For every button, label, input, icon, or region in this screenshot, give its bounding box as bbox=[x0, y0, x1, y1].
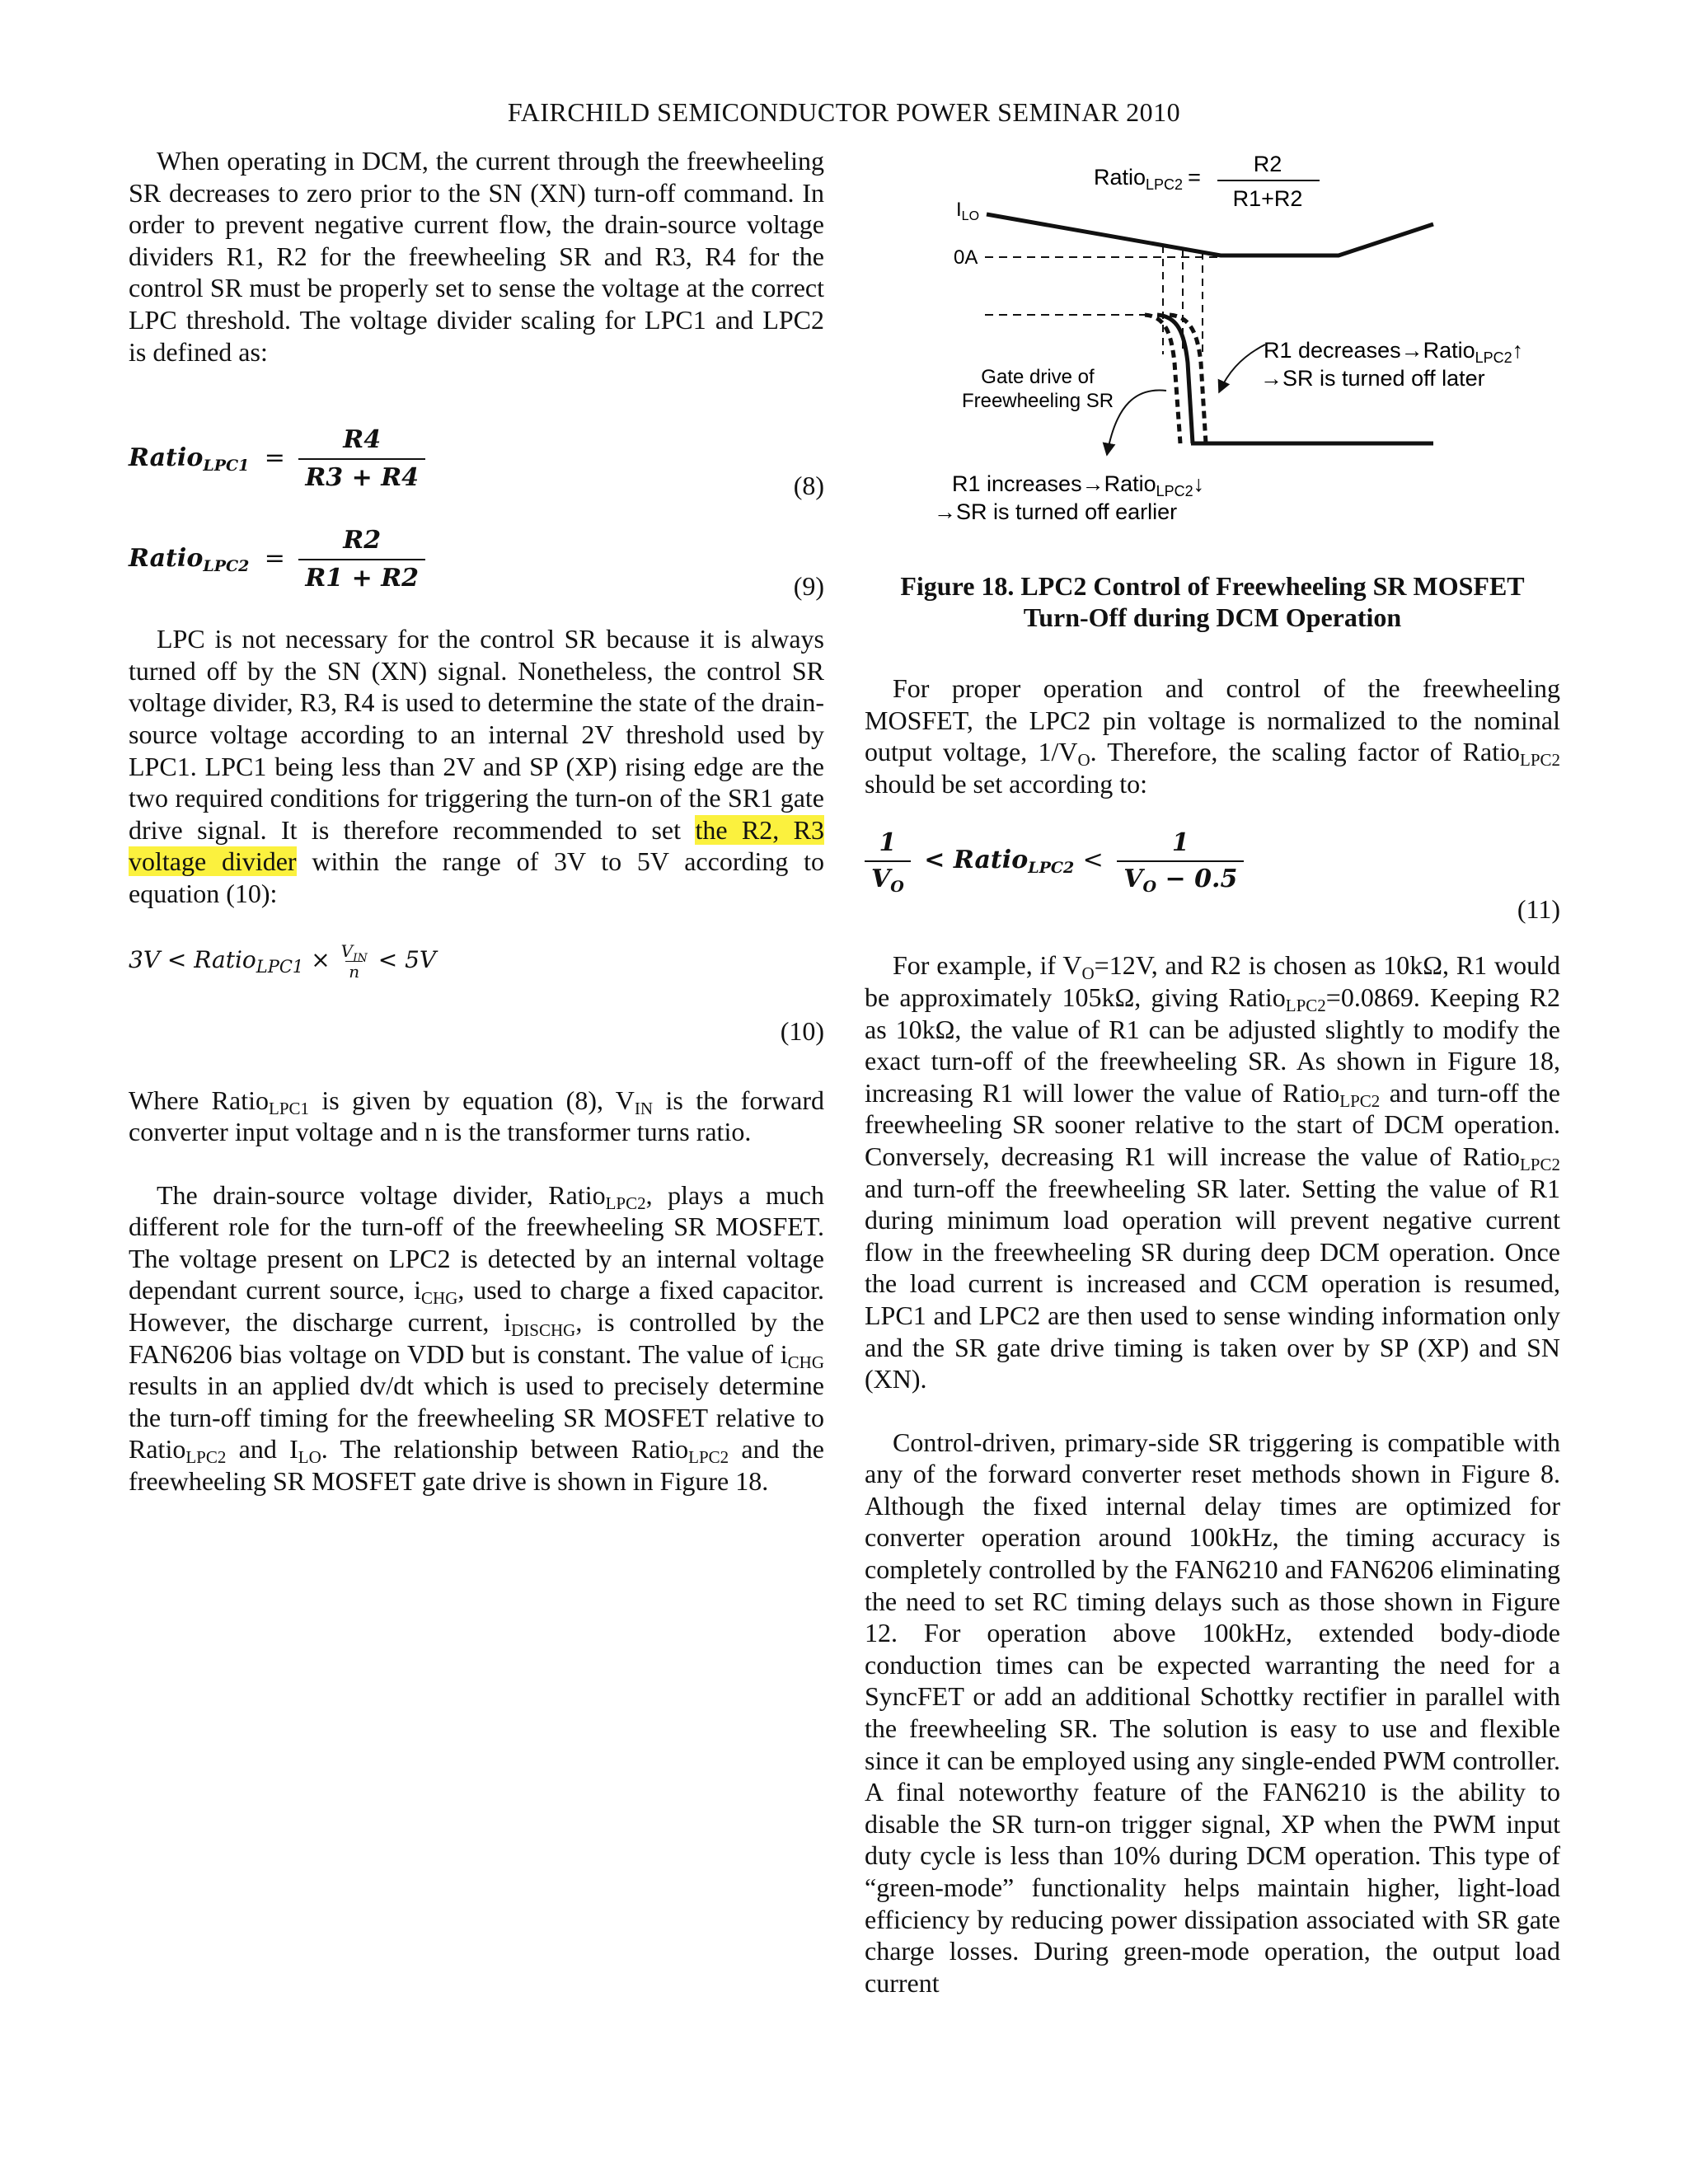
eq11-den2: V bbox=[1123, 865, 1143, 894]
eq9-denominator: R1 + R2 bbox=[298, 559, 425, 597]
p4-t7: . The relationship between Ratio bbox=[321, 1434, 689, 1465]
p3-s2: IN bbox=[634, 1098, 654, 1118]
running-header: FAIRCHILD SEMICONDUCTOR POWER SEMINAR 2010 bbox=[507, 97, 1181, 127]
eq8-denominator: R3 + R4 bbox=[298, 458, 425, 496]
eq9-numerator: R2 bbox=[343, 526, 382, 555]
figure-18-diagram bbox=[865, 142, 1560, 537]
eq10-num-sub: IN bbox=[353, 951, 368, 965]
rp2-s2: LPC2 bbox=[1285, 995, 1326, 1015]
eq11-number: (11) bbox=[1517, 894, 1560, 925]
left-column bbox=[129, 145, 824, 1497]
p4-s1: LPC2 bbox=[605, 1193, 646, 1213]
paragraph-control-driven: Control-driven, primary-side SR triggering is compatible with any of the forward converter reset methods shown in Figure 8. Although the fixed internal delay times are optimized for converter operation around 100kHz, the timing accuracy is completely controlled by the FAN6210 and FAN6206 eliminating the need to set RC timing delays such as those shown in Figure 12. For operation above 100kHz, extended body-diode conduction times can be expected warranting the need for a SyncFET or add an additional Schottky rectifier in parallel with the freewheeling SR. The solution is easy to use and flexible since it can be employed using any single-ended PWM controller. A final noteworthy feature of the FAN6210 is the ability to disable the SR turn-on trigger signal, XP when the PWM input duty cycle is less than 10% during DCM operation. This type of “green-mode” functionality helps maintain higher, light-load efficiency by reducing power dissipation associated with SR gate charge losses. During green-mode operation, the output load current bbox=[865, 1427, 1560, 1998]
p3-t1: Where Ratio bbox=[129, 1085, 269, 1115]
paragraph-lpc-control bbox=[129, 623, 824, 909]
p2-text-a: LPC is not necessary for the control SR because it is always turned off by the SN (XN) signal. Nonetheless, the control SR voltage divider, R3, R4 is used to determine the state of the drain-source voltage according to an internal 2V threshold used by LPC1. LPC1 being less than 2V and SP (XP) rising edge are the two required conditions for triggering the turn-on of the SR1 gate drive signal. It is therefore recommended to set bbox=[129, 624, 824, 845]
eq10-left-sub: LPC1 bbox=[256, 956, 304, 977]
eq9-lhs: Ratio bbox=[129, 544, 204, 574]
ratio-denominator: R1+R2 bbox=[1232, 186, 1303, 211]
rp2-s4: LPC2 bbox=[1519, 1154, 1560, 1174]
paragraph-example bbox=[865, 949, 1560, 1394]
rp1-s2: LPC2 bbox=[1520, 750, 1561, 771]
rp2-t4: and turn-off the freewheeling SR sooner relative to the start of DCM operation. Conversely, decreasing R1 will increase the value of Ratio bbox=[865, 1077, 1561, 1171]
eq11-mid-sub: LPC2 bbox=[1028, 859, 1075, 878]
eq11-den1: V bbox=[871, 865, 891, 894]
eq8-lhs: Ratio bbox=[129, 443, 204, 473]
ilo-label: $I_{LO}$ bbox=[956, 199, 980, 223]
eq11-mid: < Ratio bbox=[924, 846, 1029, 875]
eq11-den2-sub: O bbox=[1142, 878, 1157, 897]
earlier-arrow bbox=[1107, 391, 1166, 455]
eq10-num: V bbox=[340, 940, 354, 961]
p2-text-b: within the range of 3V to 5V according to equation (10): bbox=[129, 846, 825, 908]
p4-s5: LPC2 bbox=[185, 1447, 227, 1468]
eq8-number: (8) bbox=[793, 471, 824, 501]
rp2-s1: O bbox=[1081, 963, 1095, 984]
paragraph-proper-operation bbox=[865, 673, 1560, 799]
eq8-numerator: R4 bbox=[343, 425, 382, 455]
gate-drive-label-2: Freewheeling SR bbox=[961, 390, 1114, 412]
eq8-lhs-sub: LPC1 bbox=[203, 457, 250, 476]
equation-10 bbox=[129, 933, 824, 1046]
p3-s1: LPC1 bbox=[269, 1098, 310, 1118]
p4-t6: and I bbox=[226, 1434, 298, 1465]
p4-t1: The drain-source voltage divider, Ratio bbox=[157, 1179, 606, 1210]
r1-increases-result: →SR is turned off earlier bbox=[934, 499, 1178, 524]
rp1-t1: For proper operation and control of the freewheeling MOSFET, the LPC2 pin voltage is normalized to the nominal output voltage, 1/V bbox=[865, 673, 1560, 767]
rp2-t3: =0.0869. Keeping R2 as 10kΩ, the value of R1 can be adjusted slightly to modify the exact turn-off of the freewheeling SR. As shown in Figure 18, increasing R1 will lower the value of Ratio bbox=[865, 982, 1560, 1108]
equation-9 bbox=[129, 504, 824, 602]
p4-s6: LO bbox=[298, 1447, 321, 1468]
ratio-numerator: R2 bbox=[1253, 152, 1282, 176]
p4-s3: DISCHG bbox=[511, 1320, 576, 1341]
paragraph-drain-source bbox=[129, 1179, 824, 1497]
eq10-left: 3V < Ratio bbox=[129, 945, 256, 973]
paragraph-where bbox=[129, 1085, 824, 1148]
eq10-times: × bbox=[311, 945, 331, 973]
gate-drive-label-1: Gate drive of bbox=[981, 366, 1095, 388]
eq11-den2-rest: − 0.5 bbox=[1156, 865, 1238, 894]
rp1-t2: . Therefore, the scaling factor of Ratio bbox=[1090, 737, 1520, 767]
p4-t5: results in an applied dv/dt which is used to precisely determine the turn-off timing for the freewheeling SR MOSFET relative to Ratio bbox=[129, 1371, 824, 1465]
p4-t3: , used to charge a fixed capacitor. However, the discharge current, i bbox=[129, 1275, 825, 1338]
rp2-t2: =12V, and R2 is chosen as 10kΩ, R1 would be approximately 105kΩ, giving Ratio bbox=[865, 950, 1561, 1012]
eq11-num1: 1 bbox=[879, 828, 897, 858]
p4-t8: and the freewheeling SR MOSFET gate drive is shown in Figure 18. bbox=[129, 1434, 825, 1497]
p4-s2: CHG bbox=[421, 1288, 458, 1309]
equation-8 bbox=[129, 404, 824, 501]
paragraph-dcm-intro: When operating in DCM, the current through the freewheeling SR decreases to zero prior to the SN (XN) turn-off command. In order to prevent negative current flow, the drain-source voltage dividers R1, R2 for the freewheeling SR and R3, R4 for the control SR must be properly set to sense the voltage at the correct LPC threshold. The voltage divider scaling for LPC1 and LPC2 is defined as: bbox=[129, 146, 824, 367]
zero-amp-label: 0A bbox=[954, 246, 978, 269]
eq10-den: n bbox=[345, 961, 363, 982]
eq9-number: (9) bbox=[793, 571, 824, 602]
caption-line-2: Turn-Off during DCM Operation bbox=[1023, 602, 1402, 632]
p4-s7: LPC2 bbox=[688, 1447, 729, 1468]
figure-18-caption bbox=[865, 570, 1560, 633]
ratio-label: Ratio$_{LPC2}$ = bbox=[1094, 165, 1201, 193]
eq8-equals: = bbox=[264, 443, 285, 473]
rp2-t5: and turn-off the freewheeling SR later. Setting the value of R1 during minimum load operation will prevent negative current flow in the freewheeling SR during deep DCM operation. Once the load current is increased and CCM operation is resumed, LPC1 and LPC2 are then used to sense winding information only and the SR gate drive timing is taken over by SP (XP) and SN (XN). bbox=[865, 1173, 1560, 1394]
right-column bbox=[865, 673, 1560, 1999]
rp2-t1: For example, if V bbox=[893, 950, 1082, 981]
p3-t2: is given by equation (8), V bbox=[309, 1085, 635, 1115]
equation-11 bbox=[865, 821, 1560, 936]
r1-decreases-line: R1 decreases→Ratio$_{LPC2}$↑ bbox=[1264, 338, 1524, 366]
rp1-t3: should be set according to: bbox=[865, 768, 1148, 799]
ilo-waveform bbox=[987, 214, 1433, 255]
caption-line-1: Figure 18. LPC2 Control of Freewheeling SR MOSFET bbox=[900, 571, 1525, 601]
rp1-s1: O bbox=[1077, 750, 1090, 771]
r1-decreases-result: →SR is turned off later bbox=[1260, 366, 1485, 391]
r1-increases-line: R1 increases→Ratio$_{LPC2}$↓ bbox=[952, 471, 1205, 499]
rp2-s3: LPC2 bbox=[1339, 1090, 1381, 1111]
eq11-num2: 1 bbox=[1171, 828, 1189, 858]
eq9-equals: = bbox=[264, 544, 285, 574]
eq9-lhs-sub: LPC2 bbox=[203, 557, 250, 576]
eq11-lt: < bbox=[1082, 846, 1104, 875]
p4-t2: , plays a much different role for the turn-off of the freewheeling SR MOSFET. The voltage present on LPC2 is detected by an internal voltage dependant current source, i bbox=[129, 1179, 825, 1305]
gate-early-edge bbox=[1145, 315, 1180, 443]
later-arrow bbox=[1219, 344, 1265, 392]
p3-t3: is the forward converter input voltage and n is the transformer turns ratio. bbox=[129, 1085, 825, 1147]
eq10-right: < 5V bbox=[377, 945, 437, 973]
p4-t4: , is controlled by the FAN6206 bias voltage on VDD but is constant. The value of i bbox=[129, 1307, 825, 1369]
eq11-den1-sub: O bbox=[890, 878, 904, 897]
highlighted-text: the R2, R3 voltage divider bbox=[129, 814, 825, 877]
p4-s4: CHG bbox=[787, 1352, 824, 1372]
eq10-number: (10) bbox=[780, 1015, 824, 1046]
